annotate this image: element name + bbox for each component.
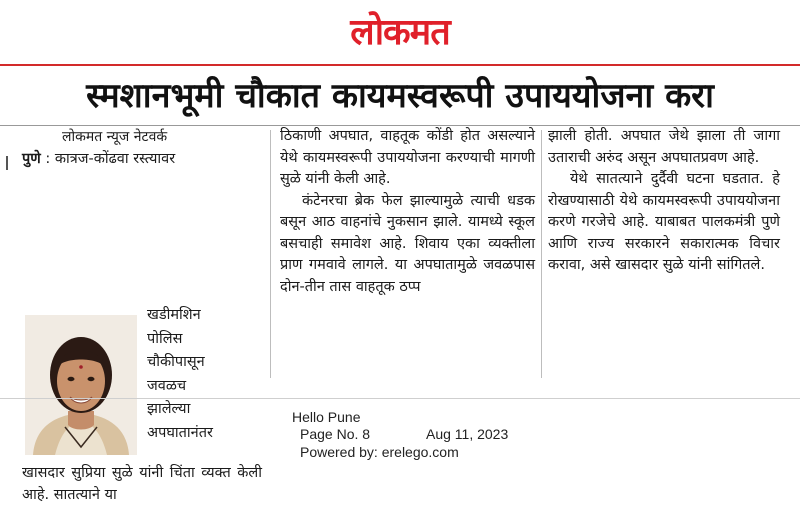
article-headline: स्मशानभूमी चौकात कायमस्वरूपी उपाययोजना करा [86, 76, 714, 116]
column-2-paragraph-1: ठिकाणी अपघात, वाहतूक कोंडी होत असल्याने येथे कायमस्वरूपी उपाययोजना करण्याची मागणी सुळे यांनी केली आहे. [280, 128, 535, 187]
wrap-line: झालेल्या [147, 401, 191, 417]
wrap-line: अपघातानंतर [147, 424, 213, 441]
wrap-line: पोलिस [147, 330, 183, 347]
page-number: Page No. 8 [300, 426, 371, 442]
edition-name: Hello Pune [292, 409, 361, 425]
masthead [0, 0, 800, 62]
photo-wrap-text [147, 304, 262, 445]
dateline: पुणे [22, 151, 41, 167]
column-divider [270, 130, 271, 378]
column-3-paragraph-1: झाली होती. अपघात जेथे झाला ती जागा उताराची अरुंद असून अपघातप्रवण आहे. [548, 128, 780, 166]
column-divider [541, 130, 542, 378]
wrap-line: चौकीपासून [147, 354, 205, 370]
powered-by: Powered by: erelego.com [300, 444, 459, 460]
column-3-paragraph-2: येथे सातत्याने दुर्दैवी घटना घडतात. हे रोखण्यासाठी येथे कायमस्वरूपी उपाययोजना करणे गरजेचे आहे. याबाबत पालकमंत्री पुणे आणि राज्य सरकारने सकारात्मक विचार करावा, असे खासदार सुळे यांनी सांगितले. [548, 171, 780, 273]
wrap-line: जवळच [147, 377, 187, 394]
lokmat-logo: लोकमत [350, 12, 450, 53]
footer-rule [0, 398, 800, 399]
byline: लोकमत न्यूज नेटवर्क [62, 129, 168, 145]
column-3 [548, 126, 780, 277]
supriya-sule-photo [25, 315, 137, 455]
column-2 [280, 126, 535, 298]
dateline-row [22, 148, 262, 170]
column-1-tail: खासदार सुप्रिया सुळे यांनी चिंता व्यक्त केली आहे. सातत्याने या [22, 465, 262, 503]
column-1-first-line: : कात्रज-कोंढवा रस्त्यावर [45, 151, 176, 167]
masthead-rule [0, 64, 800, 66]
publication-date: Aug 11, 2023 [426, 426, 509, 442]
column-1 [22, 126, 262, 170]
wrap-line: खडीमशिन [147, 307, 201, 323]
dateline-marker [6, 156, 8, 170]
column-2-paragraph-2: कंटेनरचा ब्रेक फेल झाल्यामुळे त्याची धडक बसून आठ वाहनांचे नुकसान झाले. यामध्ये स्कूल बसचाही समावेश आहे. शिवाय एका व्यक्तीला प्राण गमवावे लागले. या अपघातामुळे जवळपास दोन-तीन तास वाहतूक ठप्प [280, 192, 535, 295]
